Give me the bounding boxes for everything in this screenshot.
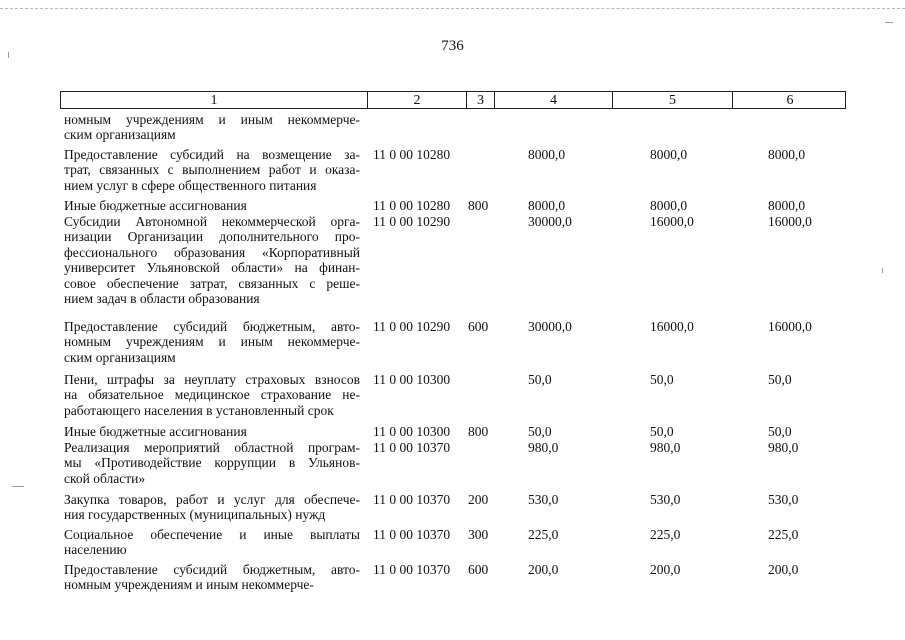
target-article-code: 11 0 00 10370 [373, 440, 451, 455]
row-description [64, 147, 360, 193]
amount-col-5: 200,0 [650, 562, 681, 577]
row-description-line: университет Ульяновской области» на финан- [64, 260, 360, 276]
column-header-2: 2 [368, 92, 467, 108]
column-header-1: 1 [61, 92, 368, 108]
amount-col-4: 50,0 [528, 424, 552, 439]
row-description-line: ния государственных (муниципальных) нужд [64, 507, 326, 523]
expense-type-code: 300 [468, 527, 489, 542]
amount-col-5: 16000,0 [650, 214, 694, 229]
expense-type-code: 600 [468, 319, 489, 334]
amount-col-4: 980,0 [528, 440, 559, 455]
amount-col-4: 225,0 [528, 527, 559, 542]
amount-col-4: 8000,0 [528, 147, 566, 162]
target-article-code: 11 0 00 10300 [373, 372, 451, 387]
row-description-line: Иные бюджетные ассигнования [64, 198, 247, 213]
expense-type-code: 800 [468, 424, 489, 439]
row-description-line: Предоставление субсидий бюджетным, авто- [64, 319, 360, 334]
row-description [64, 319, 360, 365]
scan-speck [12, 486, 24, 487]
page-number: 736 [441, 38, 464, 54]
column-header-3: 3 [467, 92, 495, 108]
amount-col-6: 225,0 [768, 527, 799, 542]
amount-col-6: 8000,0 [768, 198, 806, 213]
row-description-line: Субсидии Автономной некоммерческой орга- [64, 214, 360, 229]
row-description [64, 440, 360, 486]
row-description-line: работающего населения в установленный срок [64, 402, 334, 418]
row-description-line: на обязательное медицинское страхование не- [64, 387, 360, 403]
row-description-line: нием услуг в сфере общественного питания [64, 177, 317, 193]
target-article-code: 11 0 00 10370 [373, 562, 451, 577]
amount-col-6: 50,0 [768, 372, 792, 387]
target-article-code: 11 0 00 10280 [373, 198, 451, 213]
row-description-line: мы «Противодействие коррупции в Ульянов- [64, 455, 360, 471]
amount-col-6: 200,0 [768, 562, 799, 577]
column-header-6: 6 [786, 93, 794, 108]
amount-col-6: 16000,0 [768, 214, 812, 229]
target-article-code: 11 0 00 10300 [373, 424, 451, 439]
row-description-line: номным учреждениям и иным некоммерче- [64, 112, 360, 127]
row-description-line: населению [64, 542, 127, 558]
amount-col-6: 16000,0 [768, 319, 812, 334]
row-description-line: ским организациям [64, 349, 176, 365]
amount-col-4: 530,0 [528, 492, 559, 507]
amount-col-5: 530,0 [650, 492, 681, 507]
row-description [64, 492, 360, 523]
expense-type-code: 800 [468, 198, 489, 213]
row-description-line: Социальное обеспечение и иные выплаты [64, 527, 360, 542]
row-description-line: фессионального образования «Корпоративный [64, 244, 360, 260]
row-description-line: нием задач в области образования [64, 291, 260, 307]
row-description-line: номным учреждениям и иным некоммерче- [64, 334, 360, 350]
row-description [64, 372, 360, 418]
scan-speck [8, 52, 9, 58]
row-description [64, 562, 360, 593]
amount-col-5: 50,0 [650, 372, 674, 387]
amount-col-5: 225,0 [650, 527, 681, 542]
row-description-line: номным учреждениям и иным некоммерче- [64, 577, 314, 593]
row-description-line: трат, связанных с выполнением работ и оказа- [64, 162, 360, 178]
row-description [64, 198, 360, 213]
row-description-line: совое обеспечение затрат, связанных с реше- [64, 275, 360, 291]
row-description-line: Реализация мероприятий областной програм- [64, 440, 360, 455]
row-description-line: ским организациям [64, 127, 176, 143]
expense-type-code: 200 [468, 492, 489, 507]
row-description-line: Закупка товаров, работ и услуг для обеспече- [64, 492, 360, 507]
target-article-code: 11 0 00 10290 [373, 319, 451, 334]
target-article-code: 11 0 00 10370 [373, 527, 451, 542]
target-article-code: 11 0 00 10290 [373, 214, 451, 229]
row-description [64, 214, 360, 306]
row-description-line: Иные бюджетные ассигнования [64, 424, 247, 439]
target-article-code: 11 0 00 10370 [373, 492, 451, 507]
expense-type-code: 600 [468, 562, 489, 577]
amount-col-5: 50,0 [650, 424, 674, 439]
row-description-line: низации Организации дополнительного про- [64, 229, 360, 245]
column-header-4: 4 [495, 92, 613, 108]
row-description [64, 112, 360, 143]
amount-col-6: 530,0 [768, 492, 799, 507]
amount-col-6: 980,0 [768, 440, 799, 455]
column-header-5: 5 [613, 92, 733, 108]
amount-col-6: 50,0 [768, 424, 792, 439]
amount-col-6: 8000,0 [768, 147, 806, 162]
row-description-line: Предоставление субсидий на возмещение за- [64, 147, 360, 162]
row-description-line: Пени, штрафы за неуплату страховых взносов [64, 372, 360, 387]
target-article-code: 11 0 00 10280 [373, 147, 451, 162]
row-description [64, 424, 360, 439]
amount-col-4: 8000,0 [528, 198, 566, 213]
amount-col-4: 200,0 [528, 562, 559, 577]
amount-col-4: 30000,0 [528, 214, 572, 229]
amount-col-5: 16000,0 [650, 319, 694, 334]
row-description [64, 527, 360, 558]
amount-col-4: 30000,0 [528, 319, 572, 334]
scan-speck [885, 22, 893, 23]
scan-speck [882, 268, 883, 273]
amount-col-5: 980,0 [650, 440, 681, 455]
amount-col-4: 50,0 [528, 372, 552, 387]
amount-col-5: 8000,0 [650, 147, 688, 162]
amount-col-5: 8000,0 [650, 198, 688, 213]
row-description-line: ской области» [64, 470, 146, 486]
row-description-line: Предоставление субсидий бюджетным, авто- [64, 562, 360, 577]
